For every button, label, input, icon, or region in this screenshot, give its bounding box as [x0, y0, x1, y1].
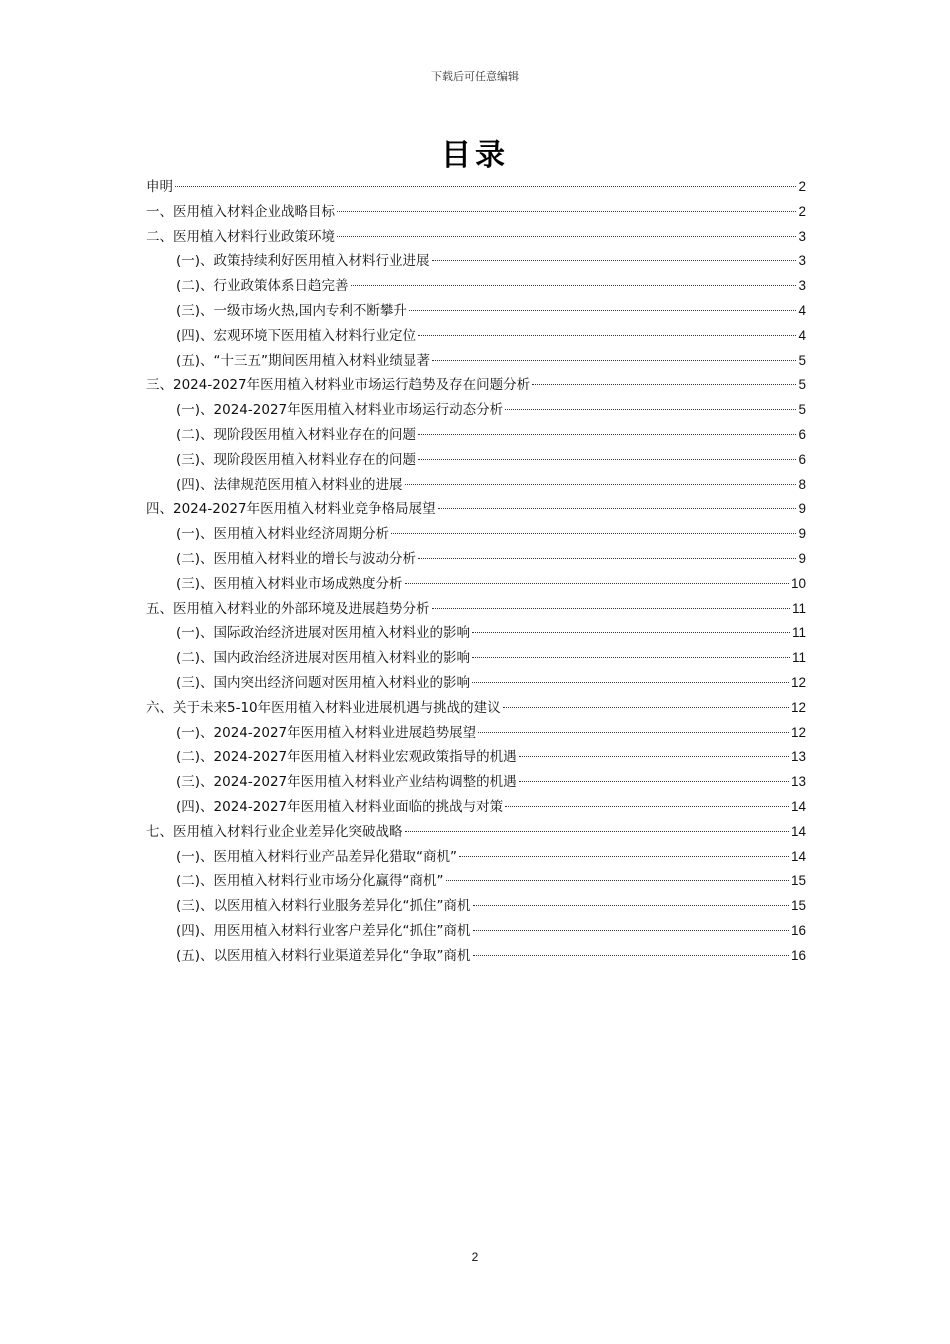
toc-entry[interactable] — [146, 944, 806, 969]
page-number: 2 — [471, 1250, 479, 1264]
dot-leader — [478, 732, 789, 733]
toc-entry-page: 11 — [791, 600, 806, 616]
toc-entry-label: 一、医用植入材料企业战略目标 — [146, 203, 335, 220]
dot-leader — [418, 434, 796, 435]
toc-entry[interactable] — [146, 646, 806, 671]
toc-entry-label: (二)、2024-2027年医用植入材料业宏观政策指导的机遇 — [176, 749, 517, 766]
toc-entry-label: (三)、现阶段医用植入材料业存在的问题 — [176, 451, 417, 468]
toc-entry-page: 14 — [790, 798, 806, 814]
toc-entry-page: 11 — [791, 650, 806, 666]
dot-leader — [472, 682, 789, 683]
toc-entry-page: 5 — [798, 352, 806, 368]
toc-entry-page: 12 — [790, 699, 806, 715]
toc-entry-label: (一)、国际政治经济进展对医用植入材料业的影响 — [176, 625, 471, 642]
toc-entry[interactable] — [146, 373, 806, 398]
toc-entry-label: (四)、宏观环境下医用植入材料行业定位 — [176, 327, 417, 344]
toc-entry-label: (一)、医用植入材料行业产品差异化猎取“商机” — [176, 848, 458, 865]
toc-entry[interactable] — [146, 869, 806, 894]
toc-entry-label: (四)、法律规范医用植入材料业的进展 — [176, 476, 403, 493]
toc-entry-label: (三)、国内突出经济问题对医用植入材料业的影响 — [176, 674, 471, 691]
toc-entry-page: 15 — [790, 898, 806, 914]
dot-leader — [409, 310, 797, 311]
toc-entry-label: (一)、2024-2027年医用植入材料业进展趋势展望 — [176, 724, 477, 741]
toc-entry-label: (二)、现阶段医用植入材料业存在的问题 — [176, 426, 417, 443]
toc-entry[interactable] — [146, 448, 806, 473]
toc-entry[interactable] — [146, 671, 806, 696]
toc-entry-page: 3 — [798, 253, 806, 269]
dot-leader — [405, 583, 789, 584]
toc-entry[interactable] — [146, 398, 806, 423]
toc-entry[interactable] — [146, 919, 806, 944]
dot-leader — [459, 856, 789, 857]
toc-entry-label: 四、2024-2027年医用植入材料业竞争格局展望 — [146, 501, 436, 518]
dot-leader — [175, 186, 796, 187]
toc-entry-page: 3 — [798, 278, 806, 294]
toc-entry-label: (一)、2024-2027年医用植入材料业市场运行动态分析 — [176, 402, 504, 419]
toc-entry[interactable] — [146, 349, 806, 374]
dot-leader — [519, 781, 789, 782]
toc-entry[interactable] — [146, 696, 806, 721]
toc-entry[interactable] — [146, 473, 806, 498]
dot-leader — [472, 632, 790, 633]
toc-entry[interactable] — [146, 621, 806, 646]
toc-entry-page: 2 — [798, 203, 806, 219]
dot-leader — [532, 384, 796, 385]
toc-entry-label: (四)、用医用植入材料行业客户差异化“抓住”商机 — [176, 922, 471, 939]
toc-entry-label: (五)、以医用植入材料行业渠道差异化“争取”商机 — [176, 947, 471, 964]
toc-entry-page: 16 — [790, 922, 806, 938]
dot-leader — [473, 905, 789, 906]
dot-leader — [351, 285, 797, 286]
toc-entry-label: 二、医用植入材料行业政策环境 — [146, 228, 335, 245]
toc-entry-page: 14 — [790, 848, 806, 864]
toc-entry-label: (二)、医用植入材料业的增长与波动分析 — [176, 550, 417, 567]
toc-entry[interactable] — [146, 845, 806, 870]
dot-leader — [432, 360, 796, 361]
toc-entry[interactable] — [146, 225, 806, 250]
toc-entry[interactable] — [146, 820, 806, 845]
toc-entry-page: 10 — [790, 575, 806, 591]
toc-entry-page: 11 — [791, 625, 806, 641]
toc-entry[interactable] — [146, 721, 806, 746]
toc-entry[interactable] — [146, 274, 806, 299]
dot-leader — [473, 955, 789, 956]
toc-entry[interactable] — [146, 795, 806, 820]
toc-entry-label: (二)、行业政策体系日趋完善 — [176, 278, 349, 295]
dot-leader — [391, 533, 796, 534]
dot-leader — [405, 831, 789, 832]
toc-entry-label: 五、医用植入材料业的外部环境及进展趋势分析 — [146, 600, 430, 617]
toc-entry-page: 8 — [798, 476, 806, 492]
toc-entry-page: 12 — [790, 724, 806, 740]
toc-entry-label: (五)、“十三五”期间医用植入材料业绩显著 — [176, 352, 431, 369]
toc-entry-label: (三)、2024-2027年医用植入材料业产业结构调整的机遇 — [176, 774, 517, 791]
toc-entry-label: (二)、国内政治经济进展对医用植入材料业的影响 — [176, 650, 471, 667]
dot-leader — [418, 335, 796, 336]
toc-entry[interactable] — [146, 770, 806, 795]
toc-entry[interactable] — [146, 894, 806, 919]
toc-entry-page: 14 — [790, 823, 806, 839]
dot-leader — [503, 707, 789, 708]
toc-entry-label: 申明 — [146, 179, 173, 195]
dot-leader — [432, 608, 790, 609]
toc-entry[interactable] — [146, 572, 806, 597]
toc-entry-label: (三)、一级市场火热,国内专利不断攀升 — [176, 302, 407, 319]
toc-entry-page: 13 — [790, 774, 806, 790]
dot-leader — [337, 236, 796, 237]
toc-title: 目录 — [441, 138, 509, 173]
dot-leader — [418, 459, 796, 460]
dot-leader — [405, 484, 797, 485]
dot-leader — [337, 211, 796, 212]
table-of-contents — [146, 175, 806, 969]
toc-entry[interactable] — [146, 745, 806, 770]
toc-entry-label: (二)、医用植入材料行业市场分化赢得“商机” — [176, 873, 444, 890]
toc-entry[interactable] — [146, 299, 806, 324]
toc-entry[interactable] — [146, 249, 806, 274]
toc-entry[interactable] — [146, 324, 806, 349]
toc-entry[interactable] — [146, 597, 806, 622]
toc-entry-label: (一)、医用植入材料业经济周期分析 — [176, 526, 390, 543]
toc-entry-label: 三、2024-2027年医用植入材料业市场运行趋势及存在问题分析 — [146, 377, 531, 394]
toc-entry-label: (三)、医用植入材料业市场成熟度分析 — [176, 575, 403, 592]
toc-entry-page: 6 — [798, 426, 806, 442]
toc-entry[interactable] — [146, 175, 806, 200]
toc-entry[interactable] — [146, 522, 806, 547]
toc-entry-page: 15 — [790, 873, 806, 889]
toc-entry-page: 4 — [798, 302, 806, 318]
dot-leader — [472, 657, 790, 658]
toc-entry-page: 16 — [790, 947, 806, 963]
dot-leader — [505, 806, 789, 807]
dot-leader — [446, 880, 789, 881]
dot-leader — [519, 756, 789, 757]
dot-leader — [505, 409, 796, 410]
toc-entry-label: (四)、2024-2027年医用植入材料业面临的挑战与对策 — [176, 798, 504, 815]
toc-entry-page: 4 — [798, 327, 806, 343]
header-note: 下载后可任意编辑 — [431, 70, 519, 83]
toc-entry-page: 13 — [790, 749, 806, 765]
toc-entry-label: (一)、政策持续利好医用植入材料行业进展 — [176, 253, 430, 270]
toc-entry-label: (三)、以医用植入材料行业服务差异化“抓住”商机 — [176, 898, 471, 915]
toc-entry[interactable] — [146, 547, 806, 572]
toc-entry-label: 七、医用植入材料行业企业差异化突破战略 — [146, 823, 403, 840]
toc-entry[interactable] — [146, 497, 806, 522]
dot-leader — [432, 260, 797, 261]
toc-entry-page: 5 — [798, 377, 806, 393]
toc-entry[interactable] — [146, 200, 806, 225]
dot-leader — [473, 930, 789, 931]
dot-leader — [418, 558, 796, 559]
toc-entry-page: 9 — [798, 526, 806, 542]
toc-entry-page: 3 — [798, 228, 806, 244]
toc-entry-page: 12 — [790, 674, 806, 690]
dot-leader — [438, 508, 797, 509]
toc-entry-page: 2 — [798, 179, 806, 194]
toc-entry-label: 六、关于未来5-10年医用植入材料业进展机遇与挑战的建议 — [146, 699, 501, 716]
toc-entry[interactable] — [146, 423, 806, 448]
toc-entry-page: 5 — [798, 402, 806, 418]
toc-entry-page: 9 — [798, 501, 806, 517]
toc-entry-page: 6 — [798, 451, 806, 467]
toc-entry-page: 9 — [798, 550, 806, 566]
